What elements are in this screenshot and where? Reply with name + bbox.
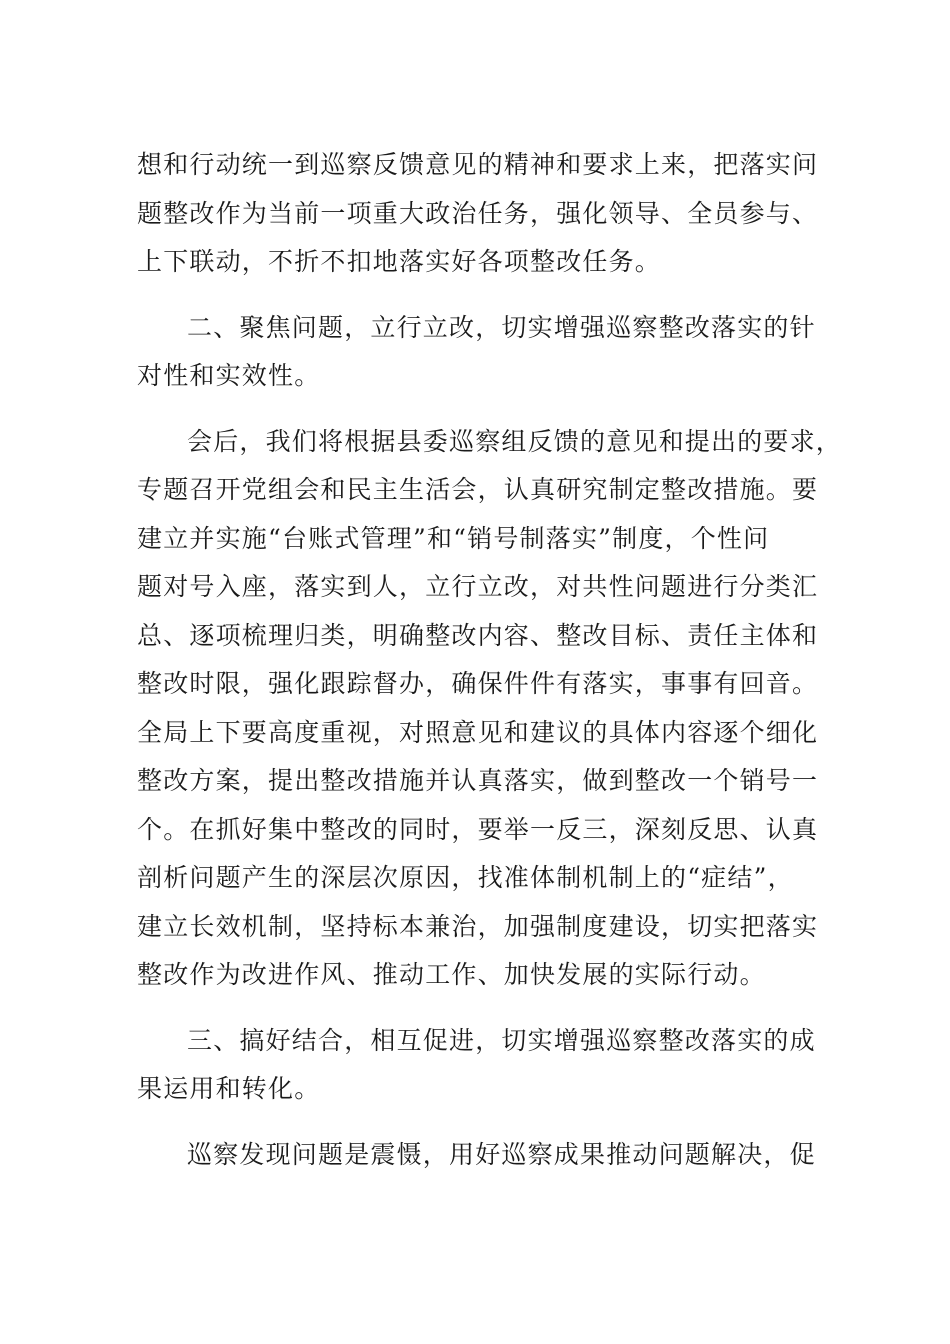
text-line: 全局上下要高度重视，对照意见和建议的具体内容逐个细化 (137, 717, 819, 747)
text-line: 三、搞好结合，相互促进，切实增强巡察整改落实的成 (187, 1025, 816, 1055)
text-line: 想和行动统一到巡察反馈意见的精神和要求上来，把落实问 (137, 150, 819, 179)
text-line: 对性和实效性。 (137, 361, 321, 390)
text-line: 上下联动，不折不扣地落实好各项整改任务。 (137, 247, 662, 276)
text-line: 个。在抓好集中整改的同时，要举一反三，深刻反思、认真 (137, 814, 819, 844)
text-line: 整改时限，强化跟踪督办，确保件件有落实，事事有回音。 (137, 669, 819, 698)
text-line: 建立并实施“台账式管理”和“销号制落实”制度，个性问 (137, 523, 770, 553)
text-line: 会后，我们将根据县委巡察组反馈的意见和提出的要求， (187, 426, 843, 456)
text-line: 题整改作为当前一项重大政治任务，强化领导、全员参与、 (137, 198, 819, 228)
section-heading-2 (137, 304, 817, 401)
paragraph-body (137, 1131, 817, 1180)
paragraph-continuation (137, 141, 817, 287)
paragraph-body (137, 418, 843, 1000)
text-line: 巡察发现问题是震慑，用好巡察成果推动问题解决，促 (187, 1139, 816, 1169)
text-line: 剖析问题产生的深层次原因，找准体制机制上的“症结”， (137, 863, 794, 892)
text-line: 整改方案，提出整改措施并认真落实，做到整改一个销号一 (137, 766, 819, 795)
text-line: 二、聚焦问题，立行立改，切实增强巡察整改落实的针 (187, 312, 816, 342)
text-line: 果运用和转化。 (137, 1074, 321, 1103)
section-heading-3 (137, 1017, 817, 1114)
text-line: 建立长效机制，坚持标本兼治，加强制度建设，切实把落实 (137, 911, 819, 941)
text-line: 整改作为改进作风、推动工作、加快发展的实际行动。 (137, 960, 766, 989)
text-line: 专题召开党组会和民主生活会，认真研究制定整改措施。要 (137, 475, 819, 504)
text-line: 总、逐项梳理归类，明确整改内容、整改目标、责任主体和 (137, 620, 819, 650)
document-body (137, 141, 843, 1179)
text-line: 题对号入座，落实到人，立行立改，对共性问题进行分类汇 (137, 572, 819, 601)
